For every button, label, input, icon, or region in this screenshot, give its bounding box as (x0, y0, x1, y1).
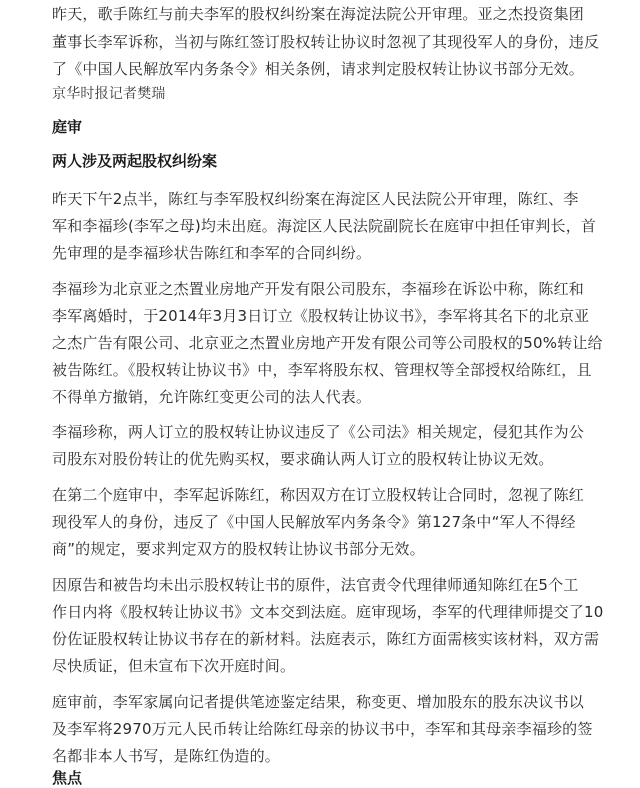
article-line: 尽快质证，但未宣布下次开庭时间。 (52, 657, 296, 675)
article-line: 被告陈红。《股权转让协议书》中，李军将股东权、管理权等全部授权给陈红，且 (52, 361, 592, 379)
article-line: 昨天下午2点半，陈红与李军股权纠纷案在海淀区人民法院公开审理，陈红、李 (52, 190, 579, 208)
article-line: 董事长李军诉称，当初与陈红签订股权转让协议时忽视了其现役军人的身份，违反 (52, 33, 600, 51)
article-line: 因原告和被告均未出示股权转让书的原件，法官责令代理律师通知陈红在5个工 (52, 576, 579, 594)
article-line: 军和李福珍(李军之母)均未出庭。海淀区人民法院副院长在庭审中担任审判长，首 (52, 217, 597, 235)
subsection-title: 两人涉及两起股权纠纷案 (52, 152, 218, 170)
article-line: 及李军将2970万元人民币转让给陈红母亲的协议书中，李军和其母亲李福珍的签 (52, 720, 593, 738)
article-line: 了《中国人民解放军内务条令》相关条例，请求判定股权转让协议书部分无效。 (52, 60, 585, 78)
article-line: 司股东对股份转让的优先购买权，要求确认两人订立的股权转让协议无效。 (52, 450, 554, 468)
article-line: 名都非本人书写，是陈红伪造的。 (52, 747, 281, 765)
article-line: 李军离婚时，于2014年3月3日订立《股权转让协议书》，李军将其名下的北京亚 (52, 307, 590, 325)
article-line: 作日内将《股权转让协议书》文本交到法庭。庭审现场，李军的代理律师提交了10 (52, 603, 604, 621)
article-line: 李福珍为北京亚之杰置业房地产开发有限公司股东，李福珍在诉讼中称，陈红和 (52, 280, 585, 298)
article-line: 昨天，歌手陈红与前夫李军的股权纠纷案在海淀法院公开审理。亚之杰投资集团 (52, 5, 585, 23)
section-title: 庭审 (52, 118, 83, 136)
article-line: 不得单方撤销，允许陈红变更公司的法人代表。 (52, 388, 372, 406)
article-line: 李福珍称，两人订立的股权转让协议违反了《公司法》相关规定，侵犯其作为公 (52, 423, 585, 441)
article-line: 庭审前，李军家属向记者提供笔迹鉴定结果，称变更、增加股东的股东决议书以 (52, 693, 585, 711)
article-line: 现役军人的身份，违反了《中国人民解放军内务条令》第127条中“军人不得经 (52, 513, 576, 531)
article-line: 在第二个庭审中，李军起诉陈红，称因双方在订立股权转让合同时，忽视了陈红 (52, 486, 585, 504)
article-line: 份佐证股权转让协议书存在的新材料。法庭表示，陈红方面需核实该材料，双方需 (52, 630, 600, 648)
article-line: 之杰广告有限公司、北京亚之杰置业房地产开发有限公司等公司股权的50%转让给 (52, 334, 603, 352)
byline: 京华时报记者樊瑞 (52, 86, 166, 102)
section-title: 焦点 (52, 769, 83, 787)
article-line: 商”的规定，要求判定双方的股权转让协议书部分无效。 (52, 540, 425, 558)
article-line: 先审理的是李福珍状告陈红和李军的合同纠纷。 (52, 244, 372, 262)
